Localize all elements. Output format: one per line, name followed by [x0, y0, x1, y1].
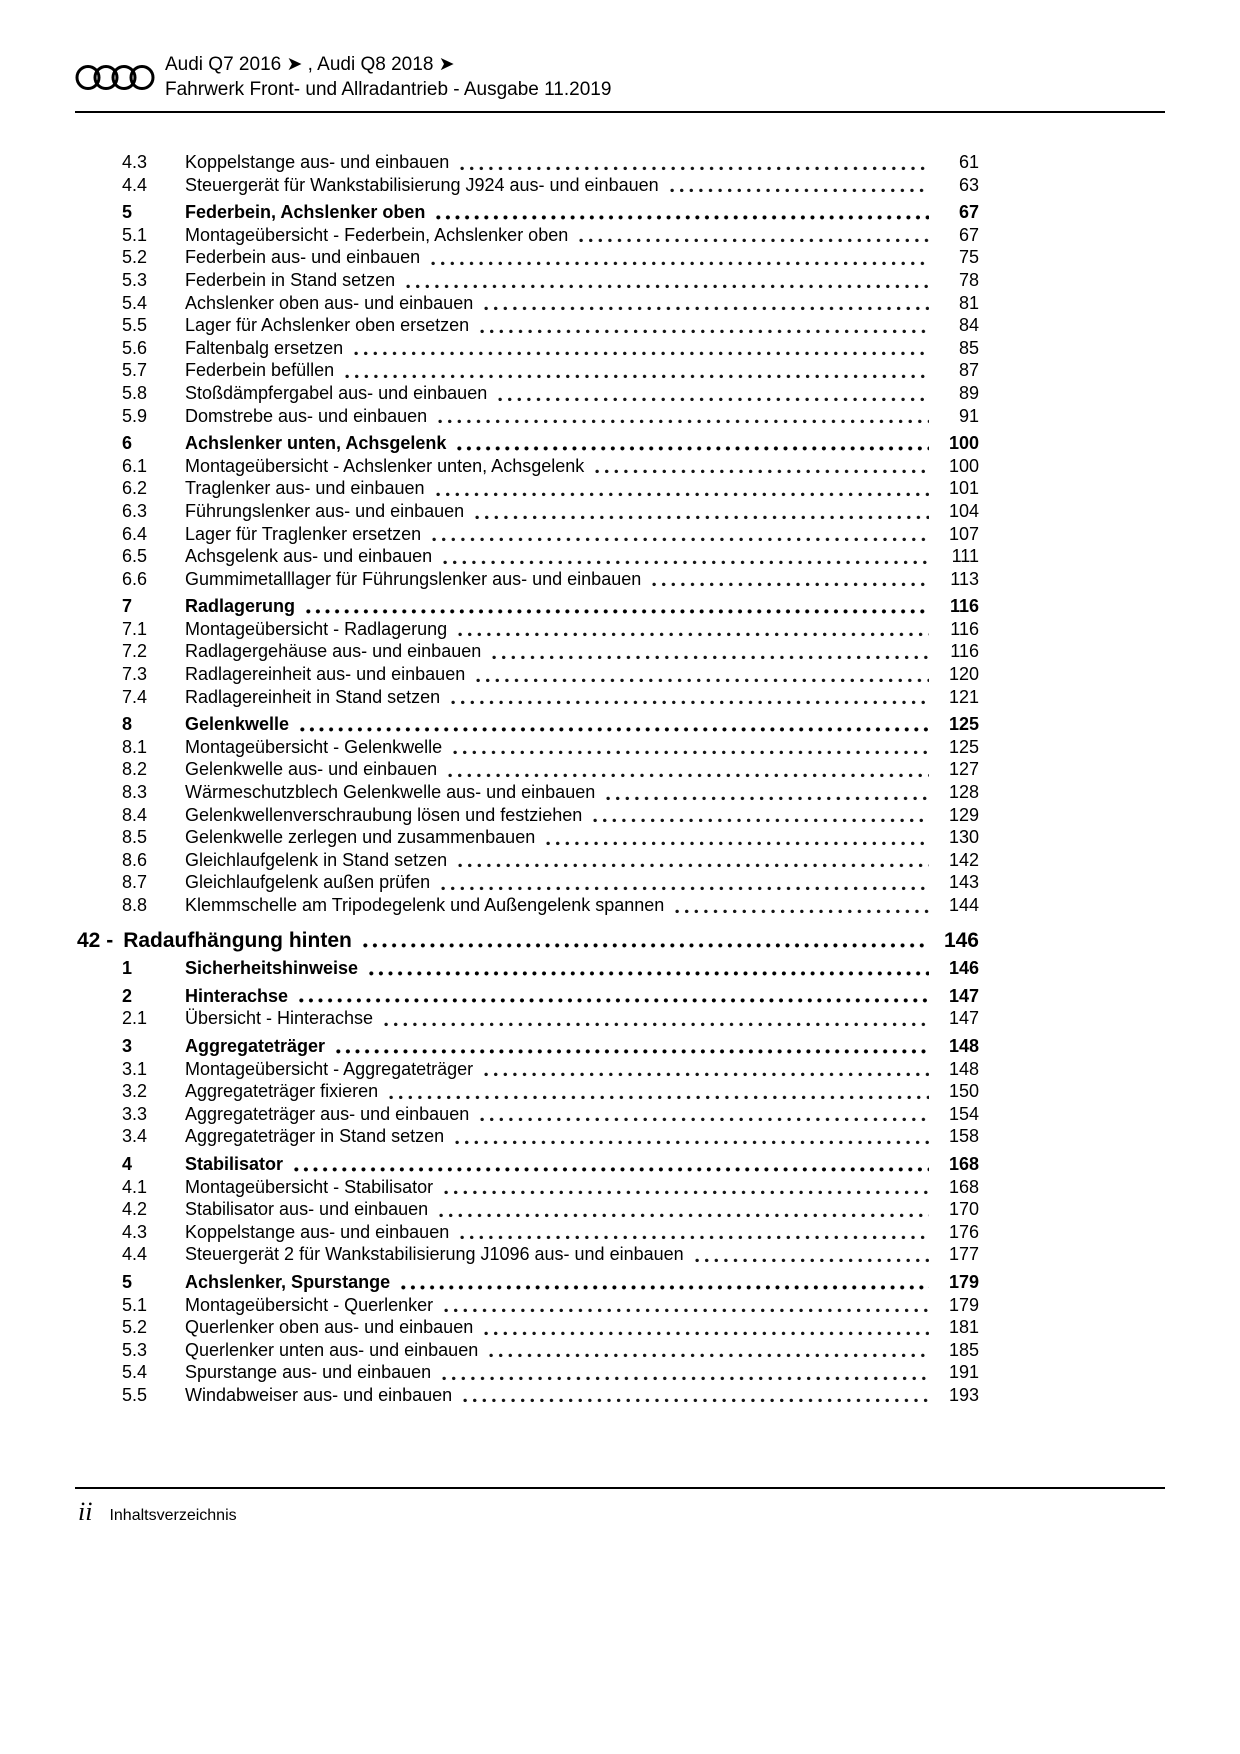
toc-entry-page[interactable]: 116 [949, 596, 979, 617]
toc-entry-page[interactable]: 116 [950, 618, 979, 639]
toc-entry[interactable] [75, 826, 979, 849]
header-divider [75, 111, 1165, 113]
toc-entry-title: Aggregateträger in Stand setzen [185, 1126, 445, 1147]
toc-entry-page[interactable]: 107 [948, 523, 979, 544]
dotted-leader [354, 351, 929, 356]
toc-entry[interactable] [75, 930, 979, 953]
toc-entry-number: 1 [122, 958, 133, 979]
toc-entry-number: 7.4 [122, 686, 148, 707]
toc-entry-title: Radaufhängung hinten [123, 928, 352, 952]
toc-entry-page[interactable]: 130 [948, 827, 979, 848]
toc-entry-number: 6.6 [122, 568, 148, 589]
toc-entry-number: 2.1 [122, 1008, 148, 1029]
toc-entry-title: Radlagereinheit in Stand setzen [185, 686, 441, 707]
dotted-leader [492, 655, 929, 660]
toc-entry-number: 4.4 [122, 1244, 148, 1265]
toc-entry[interactable] [75, 894, 979, 917]
toc-entry-title: Sicherheitshinweise [185, 958, 359, 979]
toc-entry-page[interactable]: 89 [958, 382, 979, 403]
toc-entry[interactable] [75, 1007, 979, 1030]
toc-entry-title: Gleichlaufgelenk außen prüfen [185, 872, 431, 893]
toc-entry-title: Achslenker oben aus- und einbauen [185, 292, 474, 313]
toc-entry[interactable] [75, 804, 979, 827]
toc-entry-title: Aggregateträger [185, 1035, 326, 1056]
toc-entry-title: Gelenkwelle [185, 714, 290, 735]
toc-entry[interactable] [75, 174, 979, 197]
toc-entry[interactable] [75, 1125, 979, 1148]
toc-entry[interactable] [75, 545, 979, 568]
toc-entry[interactable] [75, 455, 979, 478]
toc-entry-number: 6.3 [122, 500, 148, 521]
dotted-leader [431, 261, 929, 266]
toc-entry-title: Radlagergehäuse aus- und einbauen [185, 641, 482, 662]
document-page [75, 52, 1165, 1406]
dotted-leader [336, 1049, 929, 1054]
toc-entry[interactable] [75, 1316, 979, 1339]
toc-entry-title: Federbein befüllen [185, 360, 335, 381]
toc-entry-title: Lager für Achslenker oben ersetzen [185, 315, 470, 336]
dotted-leader [384, 1022, 929, 1027]
toc-entry-number: 8.1 [122, 736, 148, 757]
dotted-leader [439, 1213, 929, 1218]
toc-entry-title: Hinterachse [185, 985, 289, 1006]
toc-entry[interactable] [75, 568, 979, 591]
toc-entry-number: 4.3 [122, 1221, 148, 1242]
toc-entry-page[interactable]: 193 [948, 1384, 979, 1405]
dotted-leader [460, 166, 929, 171]
toc-entry-number: 3 [122, 1035, 133, 1056]
toc-entry-number: 5.6 [122, 337, 148, 358]
toc-entry-page[interactable]: 147 [948, 985, 979, 1006]
dotted-leader [670, 188, 929, 193]
toc-entry-title: Gummimetalllager für Führungslenker aus- und einbauen [185, 568, 642, 589]
dotted-leader [675, 909, 929, 914]
toc-entry-title: Querlenker oben aus- und einbauen [185, 1317, 474, 1338]
dotted-leader [363, 943, 929, 948]
toc-entry-title: Steuergerät 2 für Wankstabilisierung J1096 aus- und einbauen [185, 1244, 684, 1265]
dotted-leader [480, 329, 929, 334]
toc-entry[interactable] [75, 1361, 979, 1384]
toc-entry-title: Radlagerung [185, 596, 296, 617]
toc-entry-number: 5.7 [122, 360, 148, 381]
toc-entry-title: Aggregateträger fixieren [185, 1081, 379, 1102]
toc-entry-title: Montageübersicht - Federbein, Achslenker oben [185, 224, 569, 245]
toc-entry-page[interactable]: 168 [948, 1153, 979, 1174]
toc-entry-title: Achslenker unten, Achsgelenk [185, 433, 447, 454]
toc-entry-title: Federbein in Stand setzen [185, 269, 396, 290]
dotted-leader [345, 374, 929, 379]
toc-entry-number: 6.4 [122, 523, 148, 544]
toc-entry[interactable] [75, 1176, 979, 1199]
toc-entry-page[interactable]: 63 [958, 174, 979, 195]
toc-entry-page[interactable]: 121 [948, 686, 979, 707]
dotted-leader [546, 841, 929, 846]
toc-entry-page[interactable]: 146 [948, 958, 979, 979]
toc-entry[interactable] [75, 1198, 979, 1221]
toc-entry[interactable] [75, 686, 979, 709]
toc-entry-title: Übersicht - Hinterachse [185, 1008, 374, 1029]
toc-entry[interactable] [75, 1243, 979, 1266]
dotted-leader [294, 1167, 929, 1172]
toc-entry-page[interactable]: 87 [958, 360, 979, 381]
toc-entry-number: 8.8 [122, 895, 148, 915]
toc-entry-page[interactable]: 144 [948, 895, 979, 915]
toc-entry-title: Steuergerät für Wankstabilisierung J924 aus- und einbauen [185, 174, 659, 195]
toc-entry-page[interactable]: 150 [948, 1081, 979, 1102]
toc-entry-title: Lager für Traglenker ersetzen [185, 523, 422, 544]
toc-entry-page[interactable]: 100 [948, 433, 979, 454]
toc-entry-page[interactable]: 176 [948, 1221, 979, 1242]
toc-entry[interactable] [75, 618, 979, 641]
toc-entry-number: 7.3 [122, 664, 148, 685]
dotted-leader [389, 1095, 929, 1100]
toc-entry[interactable] [75, 382, 979, 405]
dotted-leader [444, 1308, 929, 1313]
toc-entry-number: 6.1 [122, 455, 148, 476]
toc-entry-number: 3.2 [122, 1081, 148, 1102]
toc-entry-number: 6.5 [122, 546, 148, 567]
toc-entry-page[interactable]: 75 [958, 247, 979, 268]
toc-entry-number: 5.3 [122, 269, 148, 290]
toc-entry-number: 42 - [77, 928, 114, 952]
toc-entry-number: 8.5 [122, 827, 148, 848]
toc-entry-page[interactable]: 116 [950, 641, 979, 662]
toc-entry[interactable] [75, 781, 979, 804]
audi-rings-logo-icon [75, 63, 155, 92]
dotted-leader [455, 1140, 929, 1145]
toc-entry-title: Faltenbalg ersetzen [185, 337, 344, 358]
toc-entry[interactable] [75, 985, 979, 1008]
toc-entry-page[interactable]: 181 [948, 1317, 979, 1338]
toc-entry[interactable] [75, 1271, 979, 1294]
toc-entry-number: 8.7 [122, 872, 148, 893]
toc-entry-title: Stabilisator aus- und einbauen [185, 1199, 429, 1220]
dotted-leader [484, 1072, 929, 1077]
toc-entry-number: 8 [122, 714, 133, 735]
toc-entry-number: 7.2 [122, 641, 148, 662]
toc-entry-page[interactable]: 179 [948, 1271, 979, 1292]
dotted-leader [299, 998, 929, 1003]
toc-entry[interactable] [75, 500, 979, 523]
toc-entry-page[interactable]: 101 [948, 478, 979, 499]
toc-entry-page[interactable]: 61 [958, 152, 979, 172]
header-document-title: Fahrwerk Front- und Allradantrieb - Ausgabe 11.2019 [165, 79, 612, 100]
toc-entry-number: 5.2 [122, 247, 148, 268]
toc-entry-title: Klemmschelle am Tripodegelenk und Außengelenk spannen [185, 895, 665, 915]
toc-entry[interactable] [75, 224, 979, 247]
toc-entry-number: 3.1 [122, 1058, 148, 1079]
toc-entry-number: 8.4 [122, 804, 148, 825]
toc-entry-number: 5.2 [122, 1317, 148, 1338]
toc-entry-page[interactable]: 179 [948, 1294, 979, 1315]
toc-entry-number: 2 [122, 985, 133, 1006]
dotted-leader [438, 419, 929, 424]
toc-entry-title: Federbein aus- und einbauen [185, 247, 421, 268]
dotted-leader [593, 818, 929, 823]
dotted-leader [432, 537, 929, 542]
toc-entry-page[interactable]: 120 [948, 664, 979, 685]
toc-entry-page[interactable]: 84 [958, 315, 979, 336]
dotted-leader [498, 397, 929, 402]
toc-entry-title: Stoßdämpfergabel aus- und einbauen [185, 382, 488, 403]
dotted-leader [448, 773, 929, 778]
toc-entry[interactable] [75, 292, 979, 315]
toc-entry-number: 4.3 [122, 152, 148, 172]
dotted-leader [489, 1353, 929, 1358]
dotted-leader [484, 306, 929, 311]
toc-entry-number: 5.8 [122, 382, 148, 403]
toc-entry-page[interactable]: 91 [958, 405, 979, 426]
toc-entry[interactable] [75, 1035, 979, 1058]
toc-entry-title: Montageübersicht - Achslenker unten, Achsgelenk [185, 455, 585, 476]
dotted-leader [458, 632, 929, 637]
toc-entry[interactable] [75, 1294, 979, 1317]
toc-entry-title: Wärmeschutzblech Gelenkwelle aus- und einbauen [185, 782, 596, 803]
dotted-leader [480, 1117, 929, 1122]
toc-entry[interactable] [75, 640, 979, 663]
toc-entry-number: 5.4 [122, 1362, 148, 1383]
page-footer [75, 1487, 1165, 1527]
toc-entry-title: Gelenkwelle aus- und einbauen [185, 759, 438, 780]
toc-entry-page[interactable]: 154 [948, 1103, 979, 1124]
dotted-leader [443, 560, 929, 565]
toc-entry[interactable] [75, 1103, 979, 1126]
toc-entry-page[interactable]: 158 [948, 1126, 979, 1147]
toc-entry-title: Stabilisator [185, 1153, 284, 1174]
toc-entry[interactable] [75, 849, 979, 872]
toc-entry[interactable] [75, 736, 979, 759]
dotted-leader [595, 469, 929, 474]
toc-entry-page[interactable]: 148 [948, 1035, 979, 1056]
toc-entry-page[interactable]: 125 [948, 714, 979, 735]
toc-entry-page[interactable]: 113 [950, 568, 979, 589]
dotted-leader [457, 446, 929, 451]
toc-entry-page[interactable]: 125 [948, 736, 979, 757]
dotted-leader [458, 863, 929, 868]
dotted-leader [484, 1331, 929, 1336]
toc-entry-number: 7.1 [122, 618, 148, 639]
toc-entry-number: 5 [122, 202, 133, 223]
toc-entry-title: Traglenker aus- und einbauen [185, 478, 425, 499]
toc-entry[interactable] [75, 1384, 979, 1407]
toc-entry-number: 5.1 [122, 1294, 148, 1315]
toc-entry-page[interactable]: 104 [948, 500, 979, 521]
dotted-leader [369, 971, 929, 976]
toc-entry[interactable] [75, 337, 979, 360]
dotted-leader [436, 492, 930, 497]
dotted-leader [451, 700, 929, 705]
toc-entry-page[interactable]: 128 [948, 782, 979, 803]
dotted-leader [579, 238, 929, 243]
toc-entry-title: Montageübersicht - Stabilisator [185, 1176, 434, 1197]
toc-entry[interactable] [75, 246, 979, 269]
toc-entry-number: 5.1 [122, 224, 148, 245]
toc-entry-page[interactable]: 185 [948, 1339, 979, 1360]
toc-entry-number: 5.3 [122, 1339, 148, 1360]
toc-entry-number: 8.3 [122, 782, 148, 803]
dotted-leader [436, 215, 929, 220]
toc-entry-title: Domstrebe aus- und einbauen [185, 405, 428, 426]
toc-entry-page[interactable]: 147 [948, 1008, 979, 1029]
toc-entry[interactable] [75, 405, 979, 428]
dotted-leader [300, 727, 929, 732]
dotted-leader [606, 796, 929, 801]
toc-entry-title: Federbein, Achslenker oben [185, 202, 426, 223]
toc-entry-title: Achslenker, Spurstange [185, 1271, 391, 1292]
dotted-leader [652, 582, 929, 587]
toc-entry-page[interactable]: 142 [948, 849, 979, 870]
toc-entry-page[interactable]: 129 [948, 804, 979, 825]
toc-entry[interactable] [75, 523, 979, 546]
toc-entry[interactable] [75, 758, 979, 781]
toc-entry-number: 4.2 [122, 1199, 148, 1220]
dotted-leader [460, 1235, 929, 1240]
toc-entry[interactable] [75, 1153, 979, 1176]
toc-entry[interactable] [75, 1221, 979, 1244]
toc-entry-title: Windabweiser aus- und einbauen [185, 1384, 453, 1405]
footer-divider [75, 1487, 1165, 1489]
toc-entry-title: Gelenkwelle zerlegen und zusammenbauen [185, 827, 536, 848]
toc-entry-number: 6 [122, 433, 133, 454]
toc-entry[interactable] [75, 663, 979, 686]
toc-entry[interactable] [75, 151, 979, 174]
toc-entry[interactable] [75, 359, 979, 382]
toc-entry-page[interactable]: 85 [958, 337, 979, 358]
toc-entry[interactable] [75, 477, 979, 500]
toc-entry-page[interactable]: 191 [948, 1362, 979, 1383]
dotted-leader [444, 1190, 929, 1195]
page-header [75, 52, 1165, 102]
toc-entry-page[interactable]: 67 [958, 202, 979, 223]
toc-entry-number: 5 [122, 1271, 133, 1292]
toc-entry[interactable] [75, 871, 979, 894]
toc-entry-title: Montageübersicht - Gelenkwelle [185, 736, 443, 757]
toc-entry-title: Montageübersicht - Querlenker [185, 1294, 434, 1315]
toc-entry-page[interactable]: 111 [951, 546, 979, 567]
dotted-leader [442, 1376, 929, 1381]
toc-entry-title: Montageübersicht - Radlagerung [185, 618, 448, 639]
toc-entry-page[interactable]: 81 [958, 292, 979, 313]
toc-entry[interactable] [75, 713, 979, 736]
table-of-contents [75, 151, 1165, 1406]
toc-entry-page[interactable]: 170 [948, 1199, 979, 1220]
dotted-leader [695, 1258, 929, 1263]
toc-entry[interactable] [75, 1058, 979, 1081]
toc-entry-page[interactable]: 100 [948, 455, 979, 476]
toc-entry-number: 3.4 [122, 1126, 148, 1147]
footer-section-label: Inhaltsverzeichnis [109, 1507, 237, 1524]
toc-entry-page[interactable]: 146 [943, 928, 979, 952]
toc-entry-number: 5.4 [122, 292, 148, 313]
toc-entry-title: Querlenker unten aus- und einbauen [185, 1339, 479, 1360]
toc-entry-number: 4.1 [122, 1176, 148, 1197]
toc-entry-title: Führungslenker aus- und einbauen [185, 500, 465, 521]
toc-entry-number: 5.9 [122, 405, 148, 426]
toc-entry[interactable] [75, 957, 979, 980]
toc-entry-number: 4 [122, 1153, 133, 1174]
toc-entry-page[interactable]: 127 [948, 759, 979, 780]
dotted-leader [401, 1285, 929, 1290]
toc-entry-title: Aggregateträger aus- und einbauen [185, 1103, 470, 1124]
toc-entry-page[interactable]: 148 [948, 1058, 979, 1079]
dotted-leader [453, 750, 929, 755]
toc-entry-title: Radlagereinheit aus- und einbauen [185, 664, 466, 685]
toc-entry[interactable] [75, 201, 979, 224]
toc-entry-page[interactable]: 168 [948, 1176, 979, 1197]
footer-page-number: ii [78, 1497, 93, 1526]
toc-entry-title: Gleichlaufgelenk in Stand setzen [185, 849, 448, 870]
toc-entry[interactable] [75, 269, 979, 292]
toc-entry-page[interactable]: 78 [958, 269, 979, 290]
toc-entry-title: Koppelstange aus- und einbauen [185, 152, 450, 172]
header-vehicle-models: Audi Q7 2016 ➤ , Audi Q8 2018 ➤ [165, 54, 455, 75]
dotted-leader [306, 609, 929, 614]
toc-entry-page[interactable]: 67 [958, 224, 979, 245]
toc-entry-number: 3.3 [122, 1103, 148, 1124]
toc-entry-number: 5.5 [122, 1384, 148, 1405]
toc-entry-title: Spurstange aus- und einbauen [185, 1362, 432, 1383]
toc-entry-title: Montageübersicht - Aggregateträger [185, 1058, 474, 1079]
toc-entry-title: Achsgelenk aus- und einbauen [185, 546, 433, 567]
dotted-leader [463, 1398, 929, 1403]
toc-entry-number: 7 [122, 596, 133, 617]
toc-entry-number: 4.4 [122, 174, 148, 195]
toc-entry[interactable] [75, 314, 979, 337]
dotted-leader [475, 515, 929, 520]
dotted-leader [476, 678, 929, 683]
dotted-leader [406, 284, 929, 289]
toc-entry-number: 5.5 [122, 315, 148, 336]
dotted-leader [441, 886, 929, 891]
toc-entry[interactable] [75, 432, 979, 455]
toc-entry-page[interactable]: 177 [948, 1244, 979, 1265]
toc-entry-number: 8.2 [122, 759, 148, 780]
toc-entry-number: 6.2 [122, 478, 148, 499]
toc-entry[interactable] [75, 595, 979, 618]
toc-entry-number: 8.6 [122, 849, 148, 870]
toc-entry[interactable] [75, 1080, 979, 1103]
toc-entry-title: Gelenkwellenverschraubung lösen und festziehen [185, 804, 583, 825]
toc-entry-page[interactable]: 143 [948, 872, 979, 893]
toc-entry-title: Koppelstange aus- und einbauen [185, 1221, 450, 1242]
toc-entry[interactable] [75, 1339, 979, 1362]
